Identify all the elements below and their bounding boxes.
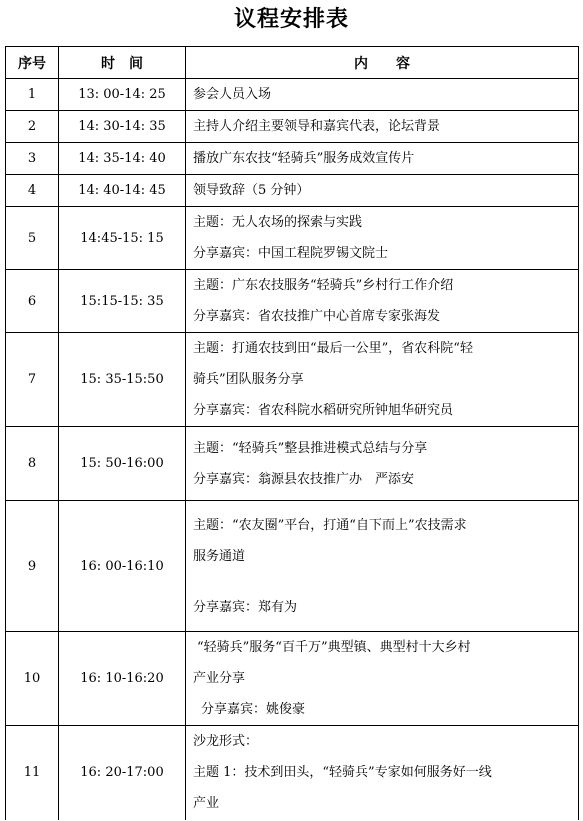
row-seq: 8	[6, 427, 59, 501]
row-content	[186, 333, 579, 427]
content-line: 主题：打通农技到田“最后一公里”，省农科院“轻	[193, 341, 473, 356]
page-title: 议程安排表	[233, 6, 349, 32]
table-row	[6, 79, 579, 111]
table-row	[6, 175, 579, 207]
table-row	[6, 270, 579, 333]
row-content	[186, 726, 579, 820]
row-seq: 5	[6, 207, 59, 270]
content-line: 分享嘉宾：翁源县农技推广办 严添安	[193, 471, 415, 487]
content-line: 领导致辞（5 分钟）	[193, 183, 310, 198]
row-time: 16: 10-16:20	[59, 632, 186, 726]
row-seq: 3	[6, 143, 59, 175]
table-row	[6, 111, 579, 143]
header-content: 内 容	[186, 47, 579, 79]
header-time: 时 间	[59, 47, 186, 79]
content-line: 分享嘉宾：省农技推广中心首席专家张海发	[193, 309, 441, 324]
row-time: 14: 30-14: 35	[59, 111, 186, 143]
content-line: 主题：广东农技服务“轻骑兵”乡村行工作介绍	[193, 278, 454, 293]
content-line: 产业分享	[193, 671, 246, 686]
table-row	[6, 333, 579, 427]
row-time: 14:45-15: 15	[59, 207, 186, 270]
content-line: 主题 1：技术到田头，“轻骑兵”专家如何服务好一线	[193, 765, 492, 781]
content-line: 播放广东农技“轻骑兵”服务成效宣传片	[193, 151, 415, 166]
row-content	[186, 111, 579, 143]
content-line: 参会人员入场	[193, 87, 272, 102]
row-content	[186, 427, 579, 501]
content-line: 产业	[193, 796, 220, 812]
content-line: 骑兵”团队服务分享	[193, 372, 304, 387]
row-time: 16: 00-16:10	[59, 501, 186, 632]
content-line: 分享嘉宾：姚俊豪	[201, 702, 306, 717]
table-row	[6, 632, 579, 726]
row-time: 15: 35-15:50	[59, 333, 186, 427]
row-seq: 4	[6, 175, 59, 207]
row-time: 16: 20-17:00	[59, 726, 186, 820]
table-row	[6, 427, 579, 501]
content-line: “轻骑兵”服务“百千万”典型镇、典型村十大乡村	[197, 640, 471, 655]
row-seq: 1	[6, 79, 59, 111]
content-line: 服务通道	[193, 548, 246, 564]
row-content	[186, 207, 579, 270]
table-row	[6, 726, 579, 820]
row-time: 15:15-15: 35	[59, 270, 186, 333]
content-line: 分享嘉宾：郑有为	[193, 599, 298, 615]
row-seq: 6	[6, 270, 59, 333]
content-line: 主题：“农友圈”平台，打通“自下而上”农技需求	[193, 517, 467, 533]
row-content	[186, 143, 579, 175]
content-line: 分享嘉宾：省农科院水稻研究所钟旭华研究员	[193, 403, 454, 418]
row-content	[186, 632, 579, 726]
row-time: 13: 00-14: 25	[59, 79, 186, 111]
row-time: 14: 35-14: 40	[59, 143, 186, 175]
agenda-table	[5, 46, 579, 820]
table-row	[6, 143, 579, 175]
content-gap	[193, 572, 572, 592]
row-time: 14: 40-14: 45	[59, 175, 186, 207]
row-seq: 11	[6, 726, 59, 820]
content-line: 沙龙形式：	[193, 734, 259, 750]
table-row	[6, 501, 579, 632]
content-line: 分享嘉宾：中国工程院罗锡文院士	[193, 246, 389, 261]
row-seq: 2	[6, 111, 59, 143]
row-time: 15: 50-16:00	[59, 427, 186, 501]
row-seq: 9	[6, 501, 59, 632]
row-content	[186, 270, 579, 333]
header-row	[6, 47, 579, 79]
content-line: 主题：“轻骑兵”整县推进模式总结与分享	[193, 440, 428, 456]
table-row	[6, 207, 579, 270]
content-line: 主题：无人农场的探索与实践	[193, 215, 363, 230]
header-seq: 序号	[6, 47, 59, 79]
row-content	[186, 175, 579, 207]
content-line: 主持人介绍主要领导和嘉宾代表，论坛背景	[193, 119, 441, 134]
row-content	[186, 501, 579, 632]
row-content	[186, 79, 579, 111]
row-seq: 10	[6, 632, 59, 726]
row-seq: 7	[6, 333, 59, 427]
